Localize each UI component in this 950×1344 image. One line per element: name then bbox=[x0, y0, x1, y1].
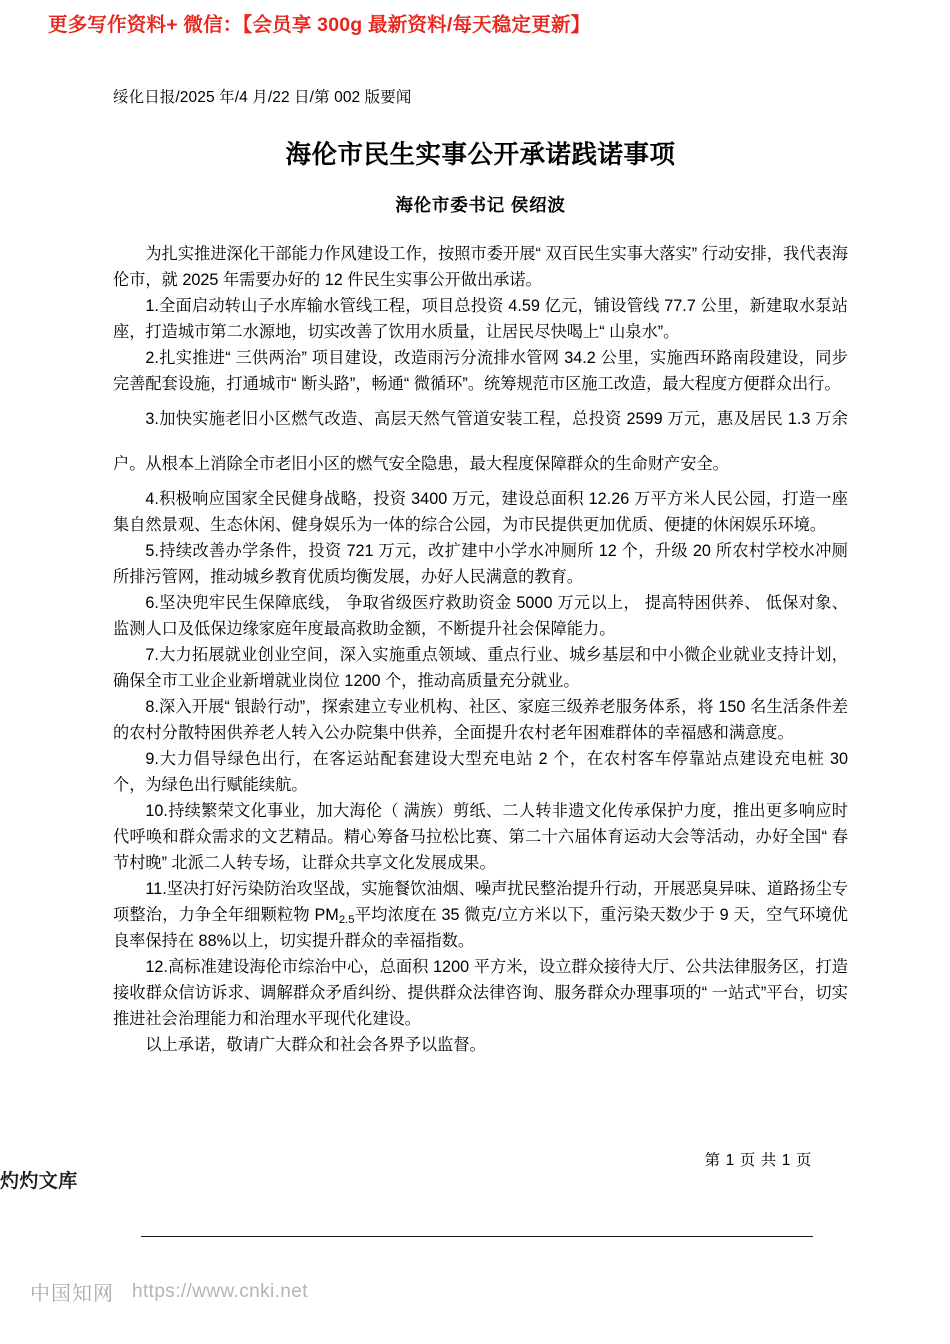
paragraph-intro: 为扎实推进深化干部能力作风建设工作，按照市委开展“ 双百民生实事大落实” 行动安排，我代表海伦市，就 2025 年需要办好的 12 件民生实事公开做出承诺。 bbox=[113, 245, 848, 290]
page-title: 海伦市民生实事公开承诺践诺事项 bbox=[285, 140, 676, 169]
document-column bbox=[113, 86, 848, 1058]
paragraph-item-7: 7.大力拓展就业创业空间，深入实施重点领域、重点行业、城乡基层和中小微企业就业支持计划，确保全市工业企业新增就业岗位 1200 个，推动高质量充分就业。 bbox=[113, 645, 848, 690]
paragraph-item-8: 8.深入开展“ 银龄行动”，探索建立专业机构、社区、家庭三级养老服务体系，将 150 名生活条件差的农村分散特困供养老人转入公办院集中供养，全面提升农村老年困难群体的幸福感和满意度。 bbox=[113, 697, 848, 742]
paragraph-item-12: 12.高标准建设海伦市综治中心，总面积 1200 平方米，设立群众接待大厅、公共法律服务区，打造接收群众信访诉求、调解群众矛盾纠纷、提供群众法律咨询、服务群众办理事项的“ 一站式”平台，切实推进社会治理能力和治理水平现代化建设。 bbox=[113, 957, 848, 1028]
paragraph-item-11 bbox=[113, 876, 848, 954]
pm25-subscript: 2.5 bbox=[338, 913, 355, 926]
cnki-url: https://www.cnki.net bbox=[132, 1280, 308, 1302]
library-watermark: 灼灼文库 bbox=[0, 1171, 78, 1192]
footer-divider bbox=[141, 1236, 813, 1237]
source-line: 绥化日报/2025 年/4 月/22 日/第 002 版要闻 bbox=[113, 89, 412, 106]
paragraph-item-2: 2.扎实推进“ 三供两治” 项目建设，改造雨污分流排水管网 34.2 公里，实施西环路南段建设，同步完善配套设施，打通城市“ 断头路”，畅通“ 微循环”。统筹规范市区施工改造，最大程度方便群众出行。 bbox=[113, 349, 848, 394]
page-number: 第 1 页 共 1 页 bbox=[704, 1152, 812, 1169]
paragraph-item-11-after: 平均浓度在 35 微克/立方米以下，重污染天数少于 9 天，空气环境优良率保持在 88%以上，切实提升群众的幸福指数。 bbox=[113, 905, 848, 950]
paragraph-closing: 以上承诺，敬请广大群众和社会各界予以监督。 bbox=[145, 1035, 486, 1054]
cnki-name: 中国知网 bbox=[30, 1283, 114, 1305]
promo-banner: 更多写作资料+ 微信：【会员享 300g 最新资料/每天稳定更新】 bbox=[48, 14, 591, 36]
paragraph-item-6: 6.坚决兜牢民生保障底线， 争取省级医疗救助资金 5000 万元以上， 提高特困供养、 低保对象、监测人口及低保边缘家庭年度最高救助金额，不断提升社会保障能力。 bbox=[113, 593, 848, 638]
cnki-watermark bbox=[30, 1277, 308, 1306]
paragraph-item-9: 9.大力倡导绿色出行，在客运站配套建设大型充电站 2 个，在农村客车停靠站点建设充电桩 30 个，为绿色出行赋能续航。 bbox=[113, 749, 848, 794]
paragraph-item-4: 4.积极响应国家全民健身战略，投资 3400 万元，建设总面积 12.26 万平方米人民公园，打造一座集自然景观、生态休闲、健身娱乐为一体的综合公园，为市民提供更加优质、便捷的休闲娱乐环境。 bbox=[113, 489, 848, 534]
article-body bbox=[113, 241, 848, 1057]
byline: 海伦市委书记 侯绍波 bbox=[395, 194, 566, 215]
paragraph-item-1: 1.全面启动转山子水库输水管线工程，项目总投资 4.59 亿元，铺设管线 77.7 公里，新建取水泵站座，打造城市第二水源地，切实改善了饮用水质量，让居民尽快喝上“ 山泉水”。 bbox=[113, 297, 848, 342]
paragraph-item-11-before: 11.坚决打好污染防治攻坚战，实施餐饮油烟、噪声扰民整治提升行动，开展恶臭异味、道路扬尘专项整治，力争全年细颗粒物 PM bbox=[113, 879, 848, 924]
paragraph-item-3: 3.加快实施老旧小区燃气改造、高层天然气管道安装工程，总投资 2599 万元，惠及居民 1.3 万余户。从根本上消除全市老旧小区的燃气安全隐患，最大程度保障群众的生命财产安全。 bbox=[113, 410, 848, 473]
paragraph-item-10: 10.持续繁荣文化事业，加大海伦（ 满族）剪纸、二人转非遗文化传承保护力度，推出更多响应时代呼唤和群众需求的文艺精品。精心筹备马拉松比赛、第二十六届体育运动大会等活动，办好全国“ 春节村晚” 北派二人转专场，让群众共享文化发展成果。 bbox=[113, 801, 848, 872]
paragraph-item-5: 5.持续改善办学条件，投资 721 万元，改扩建中小学水冲厕所 12 个，升级 20 所农村学校水冲厕所排污管网，推动城乡教育优质均衡发展，办好人民满意的教育。 bbox=[113, 541, 848, 586]
